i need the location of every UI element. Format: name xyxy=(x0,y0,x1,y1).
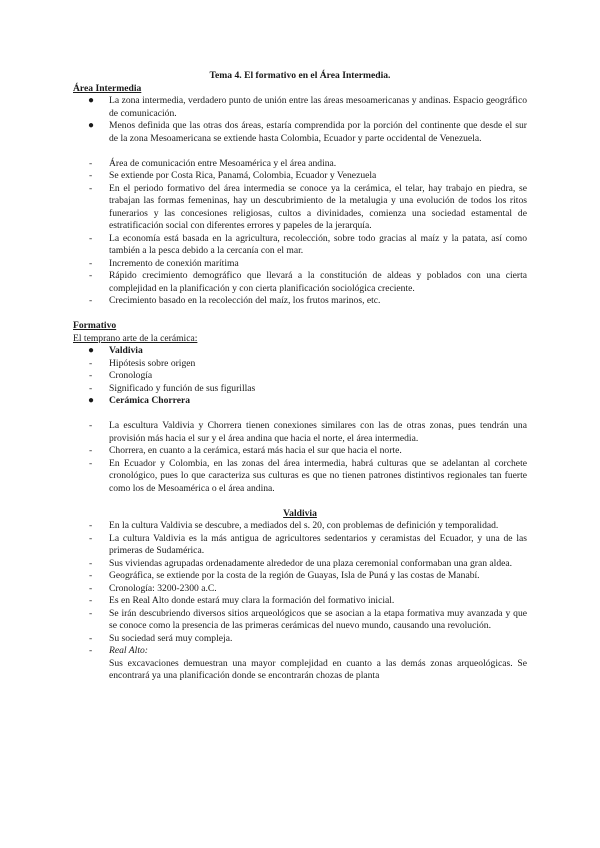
list-item-text: Rápido crecimiento demográfico que llevará a la constitución de aldeas y poblados con una cierta complejidad en la planificación y con cierta planificación sociológica creciente. xyxy=(109,270,527,294)
dash-marker: - xyxy=(89,557,93,569)
area-intermedia-heading: Área Intermedia xyxy=(73,82,142,94)
page-title: Tema 4. El formativo en el Área Intermedia. xyxy=(209,70,391,81)
list-item-text: Se extiende por Costa Rica, Panamá, Colombia, Ecuador y Venezuela xyxy=(109,170,377,181)
dash-marker: - xyxy=(89,295,93,306)
list-item xyxy=(73,533,527,558)
list-item-text: Chorrera, en cuanto a la cerámica, estará más hacia el sur que hacia el norte. xyxy=(109,445,402,456)
list-item-text: En el periodo formativo del área intermedia se conoce ya la cerámica, el telar, hay trabajo en piedra, se trabajan las formas femeninas, hay un descubrimiento de la metalugia y una evolución de todos los ritos funerarios y las concesiones religiosas, cultos a divinidades, comienza una sociedad estamental de estratificación social con diferentes errores y papeles de la jerarquía. xyxy=(109,182,527,231)
dash-marker: - xyxy=(89,582,93,594)
dash-marker: - xyxy=(89,232,93,244)
list-item-text: Se irán descubriendo diversos sitios arqueológicos que se asocian a la etapa formativa muy avanzada y que se conoce como la presencia de las primeras cerámicas del nuevo mundo, causando una revolución. xyxy=(109,607,527,631)
list-item-text: Su sociedad será muy compleja. xyxy=(109,632,233,644)
dash-marker: - xyxy=(89,445,93,456)
dash-marker: - xyxy=(89,157,93,169)
list-item xyxy=(73,270,527,295)
list-item-text: Hipótesis sobre origen xyxy=(109,357,196,369)
list-item xyxy=(73,558,527,571)
list-item xyxy=(73,520,527,533)
valdivia-dash-list xyxy=(73,520,527,658)
dash-marker: - xyxy=(89,270,93,281)
dash-marker: - xyxy=(89,457,93,469)
list-item-text: La economía está basada en la agricultura, recolección, sobre todo gracias al maíz y la patata, así como también a la pesca debido a la cercanía con el mar. xyxy=(109,232,527,256)
list-item xyxy=(73,445,527,458)
list-item xyxy=(73,383,527,396)
list-item xyxy=(73,458,527,496)
list-item xyxy=(73,120,527,145)
dash-marker: - xyxy=(89,420,93,431)
list-item xyxy=(73,258,527,271)
list-item-text: La escultura Valdivia y Chorrera tienen conexiones similares con las de otras zonas, pues tendrán una provisión más hacia el sur y el área andina que hacia el norte, el área intermedia. xyxy=(109,420,527,444)
list-item xyxy=(73,608,527,633)
list-item-text: La zona intermedia, verdadero punto de unión entre las áreas mesoamericanas y andinas. Espacio geográfico de comunicación. xyxy=(109,95,527,119)
list-item-text: Significado y función de sus figurillas xyxy=(109,382,256,394)
bullet-icon: ● xyxy=(88,95,95,106)
dash-marker: - xyxy=(89,607,93,619)
list-item-text: Es en Real Alto donde estará muy clara la formación del formativo inicial. xyxy=(109,595,395,606)
list-item xyxy=(73,633,527,646)
list-item xyxy=(73,233,527,258)
formativo-dash-list xyxy=(73,420,527,495)
formativo-heading: Formativo xyxy=(73,320,117,331)
area-dash-list xyxy=(73,158,527,308)
ceramica-list xyxy=(73,345,527,408)
list-item xyxy=(73,570,527,583)
list-item-text: Sus viviendas agrupadas ordenadamente alrededor de una plaza ceremonial conformaban una gran aldea. xyxy=(109,557,513,569)
list-item xyxy=(73,583,527,596)
list-item-text: La cultura Valdivia es la más antigua de agricultores sedentarios y ceramistas del Ecuador, y una de las primeras de Sudamérica. xyxy=(109,532,527,556)
list-item xyxy=(73,295,527,308)
bullet-icon: ● xyxy=(88,345,95,356)
dash-marker: - xyxy=(89,170,93,181)
ceramica-subheading: El temprano arte de la cerámica: xyxy=(73,332,198,344)
list-item xyxy=(73,158,527,171)
dash-marker: - xyxy=(89,595,93,606)
list-item xyxy=(73,645,527,658)
document-page xyxy=(73,70,527,683)
list-item-text: Valdivia xyxy=(109,345,143,356)
list-item xyxy=(73,358,527,371)
dash-marker: - xyxy=(89,570,93,581)
list-item-text: En la cultura Valdivia se descubre, a mediados del s. 20, con problemas de definición y temporalidad. xyxy=(109,520,499,531)
dash-marker: - xyxy=(89,357,93,369)
bullet-icon: ● xyxy=(88,395,95,406)
area-bullet-list xyxy=(73,95,527,145)
list-item xyxy=(73,595,527,608)
bullet-icon: ● xyxy=(88,120,95,131)
dash-marker: - xyxy=(89,182,93,194)
dash-marker: - xyxy=(89,632,93,644)
list-item-text: Área de comunicación entre Mesoamérica y el área andina. xyxy=(109,157,337,169)
dash-marker: - xyxy=(89,532,93,544)
list-item-text: Menos definida que las otras dos áreas, estaría comprendida por la porción del continente que desde el sur de la zona Mesoamericana se extiende hasta Colombia, Ecuador y parte occidental de Venezuela. xyxy=(109,120,527,144)
list-item xyxy=(73,170,527,183)
dash-marker: - xyxy=(89,370,93,381)
list-item xyxy=(73,183,527,233)
list-item-text: Geográfica, se extiende por la costa de la región de Guayas, Isla de Puná y las costas de Manabí. xyxy=(109,570,480,581)
list-item xyxy=(73,370,527,383)
dash-marker: - xyxy=(89,382,93,394)
dash-marker: - xyxy=(89,257,93,269)
list-item xyxy=(73,345,527,358)
dash-marker: - xyxy=(89,520,93,531)
list-item xyxy=(73,395,527,408)
valdivia-heading: Valdivia xyxy=(283,507,317,519)
list-item-text: Crecimiento basado en la recolección del maíz, los frutos marinos, etc. xyxy=(109,295,381,306)
list-item-text: Cronología: 3200-2300 a.C. xyxy=(109,582,217,594)
list-item xyxy=(73,95,527,120)
list-item-text: Incremento de conexión marítima xyxy=(109,257,239,269)
dash-marker: - xyxy=(89,645,93,656)
real-alto-label: Real Alto: xyxy=(109,645,148,656)
list-item-text: Cerámica Chorrera xyxy=(109,395,191,406)
list-item-text: Cronología xyxy=(109,370,153,381)
real-alto-paragraph: Sus excavaciones demuestran una mayor complejidad en cuanto a las demás zonas arqueológicas. Se encontrará ya una planificación donde se encontrarán chozas de planta xyxy=(109,657,527,681)
list-item xyxy=(73,420,527,445)
list-item-text: En Ecuador y Colombia, en las zonas del área intermedia, habrá culturas que se adelantan al corchete cronológico, pues lo que caracteriza sus culturas es que no tienen patrones distintivos regionales tan fuerte como los de Mesoamérica o el área andina. xyxy=(109,457,527,494)
